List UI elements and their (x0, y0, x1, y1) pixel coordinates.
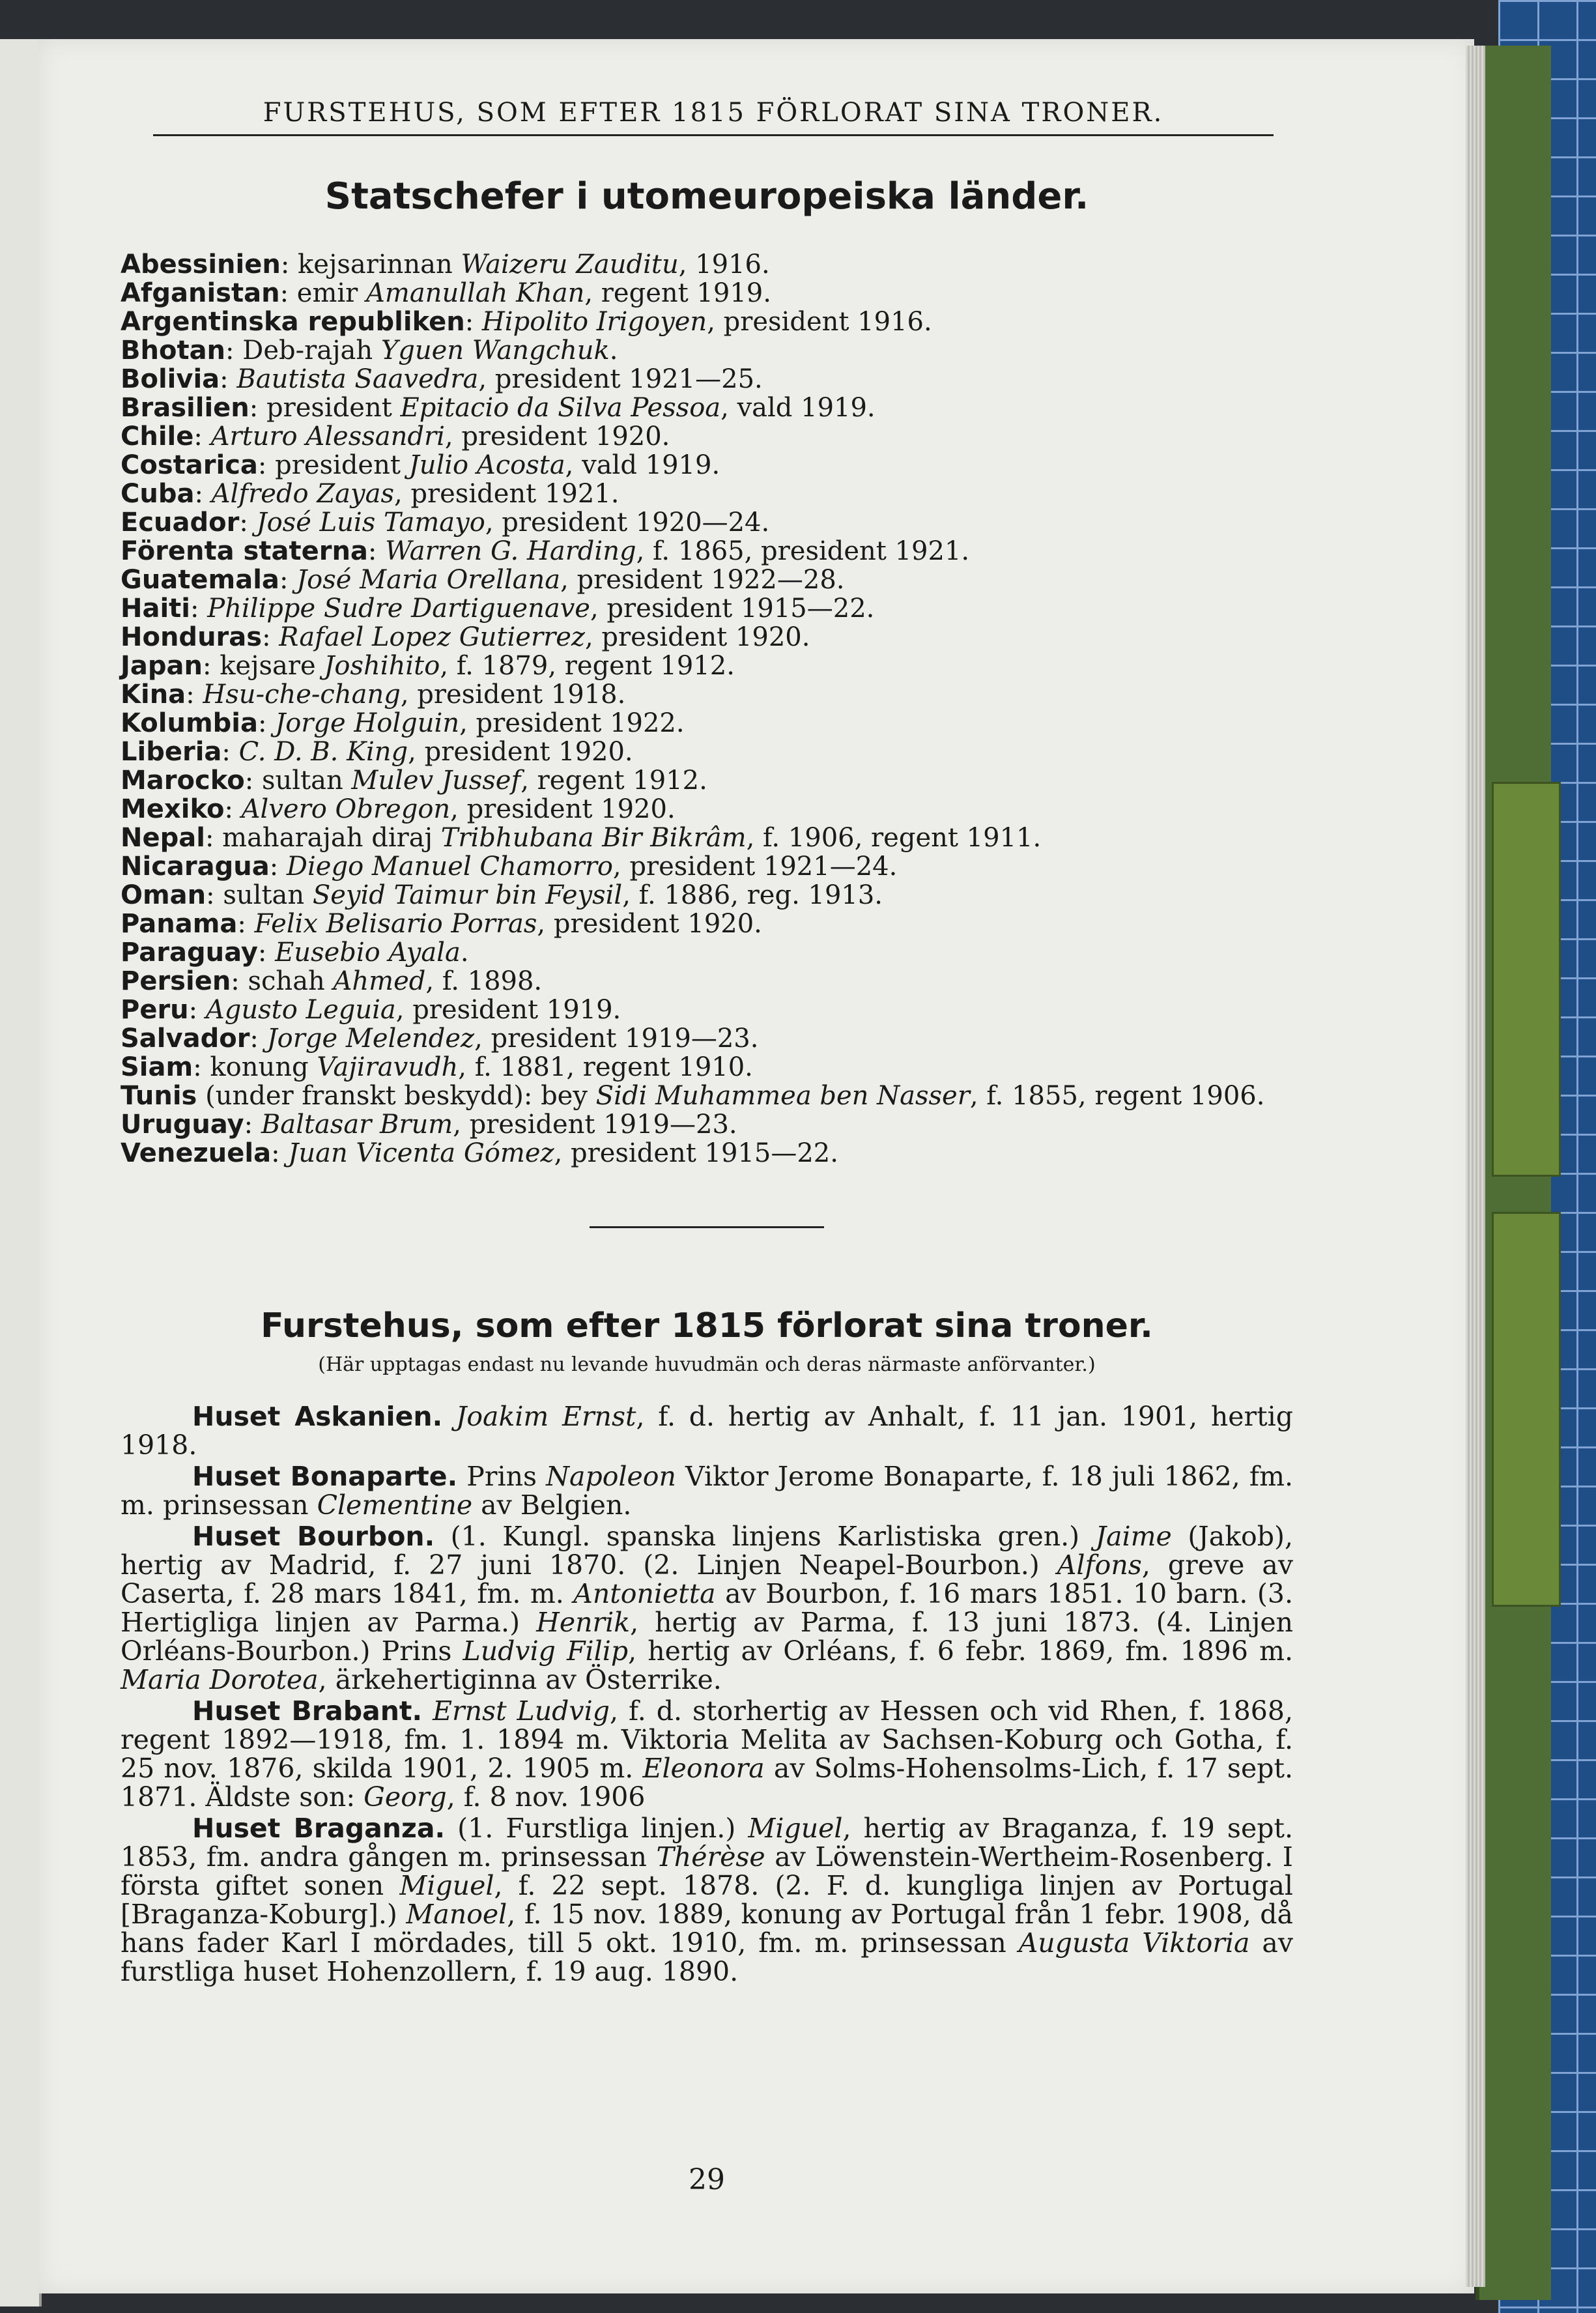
section-note: (Här upptagas endast nu levande huvudmän och deras närmaste anförvanter.) (318, 1353, 1096, 1376)
binding-tab (1492, 1212, 1561, 1607)
ruler-name: Arturo Alessandri (210, 422, 445, 452)
person-name: Eleonora (642, 1753, 765, 1784)
title-text: president (275, 450, 401, 480)
title-text: konung (210, 1052, 309, 1082)
list-item: Nepal: maharajah diraj Tribhubana Bir Bikrâm, f. 1906, regent 1911. (121, 823, 1042, 853)
country-name: Ecuador (121, 508, 240, 538)
house-text: , hertig av Braganza, f. 19 sept. 1853, fm. andra gången m. prinsessan (121, 1813, 1293, 1873)
person-name: Alfons (1057, 1549, 1142, 1581)
list-item: Argentinska republiken: Hipolito Irigoyen, president 1916. (121, 307, 932, 337)
country-name: Bolivia (121, 364, 220, 394)
list-item: Brasilien: president Epitacio da Silva Pessoa, vald 1919. (121, 393, 876, 423)
entry-details: , regent 1912. (520, 766, 707, 796)
list-item: Abessinien: kejsarinnan Waizeru Zauditu, 1916. (121, 250, 770, 280)
list-item: Förenta staterna: Warren G. Harding, f. 1865, president 1921. (121, 536, 970, 566)
list-item: Marocko: sultan Mulev Jussef, regent 1912. (121, 766, 707, 796)
house-name: Huset Bonaparte. (192, 1461, 458, 1492)
entry-details: , president 1922—28. (560, 565, 845, 595)
house-text: av furstliga huset Hohenzollern, f. 19 aug. 1890. (121, 1927, 1293, 1987)
list-item: Haiti: Philippe Sudre Dartiguenave, president 1915—22. (121, 594, 875, 624)
entry-details: , president 1920. (408, 737, 633, 767)
person-name: Manoel (406, 1899, 507, 1930)
title-text: kejsarinnan (298, 250, 453, 280)
person-name: Jaime (1095, 1521, 1172, 1552)
house-entry (121, 1402, 1293, 1459)
ruler-name: Hipolito Irigoyen (481, 307, 707, 337)
ruler-name: Seyid Taimur bin Feysil (312, 880, 623, 910)
ruler-name: Rafael Lopez Gutierrez (279, 622, 585, 652)
ruler-name: Ahmed (333, 966, 426, 996)
country-name: Liberia (121, 737, 222, 767)
house-text: , f. 22 sept. 1878. (2. F. d. kungliga linjen av Portugal [Braganza-Koburg].) (121, 1870, 1293, 1930)
entry-details: , president 1921—25. (478, 364, 763, 394)
country-name: Panama (121, 909, 238, 939)
house-text: , f. d. storhertig av Hessen och vid Rhen, f. 1868, regent 1892—1918, fm. 1. 1894 m. Viktoria Melita av Sachsen-Koburg och Gotha, f. 25 nov. 1876, skilda 1901, 2. 1905 m. (121, 1695, 1293, 1784)
country-name: Cuba (121, 479, 195, 509)
page-content (121, 98, 1294, 2196)
list-item: Liberia: C. D. B. King, president 1920. (121, 737, 633, 767)
dethroned-houses-list (121, 1402, 1293, 1986)
entry-details: , vald 1919. (565, 450, 720, 480)
ruler-name: Alfredo Zayas (211, 479, 394, 509)
house-text: (Jakob), hertig av Madrid, f. 27 juni 1870. (2. Linjen Neapel-Bourbon.) (121, 1521, 1293, 1581)
entry-details: , f. 1898. (425, 966, 543, 996)
person-name: Henrik (536, 1607, 631, 1638)
country-name: Kolumbia (121, 708, 258, 738)
ruler-name: Amanullah Khan (366, 278, 585, 308)
ruler-name: Jorge Melendez (266, 1024, 475, 1054)
list-item: Bolivia: Bautista Saavedra, president 1921—25. (121, 364, 763, 394)
country-name: Argentinska republiken (121, 307, 465, 337)
entry-details: , president 1916. (707, 307, 932, 337)
country-name: Costarica (121, 450, 258, 480)
house-text: , f. 15 nov. 1889, konung av Portugal från 1 febr. 1908, då hans fader Karl I mördades, till 5 okt. 1910, fm. m. prinsessan (121, 1899, 1293, 1959)
entry-details: , president 1920. (537, 909, 762, 939)
ruler-name: Eusebio Ayala (275, 938, 461, 968)
house-text: av Bourbon, f. 16 mars 1851. 10 barn. (3. Hertigliga linjen av Parma.) (121, 1578, 1293, 1638)
house-text: av Löwenstein-Wertheim-Rosenberg. I första giftet sonen (121, 1841, 1293, 1901)
house-text: av Solms-Hohensolms-Lich, f. 17 sept. 1871. Äldste son: (121, 1753, 1293, 1813)
title-text: sultan (223, 880, 305, 910)
person-name: Georg (363, 1781, 447, 1813)
person-name: Miguel (399, 1870, 494, 1901)
country-name: Uruguay (121, 1110, 244, 1140)
person-name: Thérèse (656, 1841, 765, 1873)
house-text: , greve av Caserta, f. 28 mars 1841, fm. m. (121, 1549, 1293, 1609)
entry-details: , president 1915—22. (590, 594, 875, 624)
list-item: Chile: Arturo Alessandri, president 1920. (121, 422, 670, 452)
list-item: Cuba: Alfredo Zayas, president 1921. (121, 479, 620, 509)
list-item: Mexiko: Alvero Obregon, president 1920. (121, 794, 676, 824)
list-item: Venezuela: Juan Vicenta Gómez, president 1915—22. (121, 1138, 838, 1168)
list-item: Honduras: Rafael Lopez Gutierrez, president 1920. (121, 622, 810, 652)
house-text: Prins (457, 1461, 547, 1492)
house-text: (1. Furstliga linjen.) (445, 1813, 748, 1844)
entry-details: , president 1920. (584, 622, 810, 652)
ruler-name: Warren G. Harding (385, 536, 636, 566)
ruler-name: Jorge Holguin (275, 708, 460, 738)
country-name: Tunis (121, 1081, 197, 1111)
country-name: Oman (121, 880, 207, 910)
entry-details: , president 1920. (444, 422, 670, 452)
house-text: , ärkehertiginna av Österrike. (318, 1664, 722, 1695)
entry-details: , f. 1906, regent 1911. (746, 823, 1042, 853)
ruler-name: Mulev Jussef (351, 766, 521, 796)
house-text: Viktor Jerome Bonaparte, f. 18 juli 1862, fm. m. prinsessan (121, 1461, 1294, 1521)
list-item: Costarica: president Julio Acosta, vald 1919. (121, 450, 720, 480)
house-name: Huset Brabant. (192, 1695, 423, 1727)
country-name: Brasilien (121, 393, 249, 423)
section-title-heads-of-state: Statschefer i utomeuropeiska länder. (324, 175, 1089, 218)
country-name: Abessinien (121, 250, 281, 280)
ruler-name: Juan Vicenta Gómez (288, 1138, 554, 1168)
house-text: , f. d. hertig av Anhalt, f. 11 jan. 1901, hertig 1918. (121, 1401, 1293, 1461)
ruler-name: Baltasar Brum (261, 1110, 453, 1140)
ruler-name: Alvero Obregon (241, 794, 451, 824)
country-name: Paraguay (121, 938, 258, 968)
country-name: Marocko (121, 766, 245, 796)
title-text: schah (248, 966, 325, 996)
entry-details: , 1916. (678, 250, 770, 280)
list-item: Paraguay: Eusebio Ayala. (121, 938, 469, 968)
title-text: president (266, 393, 392, 423)
list-item: Peru: Agusto Leguia, president 1919. (121, 995, 621, 1025)
person-name: Antonietta (573, 1578, 716, 1609)
person-name: Clementine (317, 1489, 473, 1521)
person-name: Augusta Viktoria (1018, 1927, 1250, 1959)
person-name: Maria Dorotea (121, 1664, 319, 1695)
country-name: Peru (121, 995, 189, 1025)
list-item: Kolumbia: Jorge Holguin, president 1922. (121, 708, 685, 738)
list-item: Persien: schah Ahmed, f. 1898. (121, 966, 543, 996)
section-divider (590, 1226, 824, 1228)
country-name: Guatemala (121, 565, 279, 595)
entry-details: , f. 1855, regent 1906. (969, 1081, 1265, 1111)
list-item: Uruguay: Baltasar Brum, president 1919—23. (121, 1110, 737, 1140)
list-item (121, 1082, 1293, 1110)
house-text: , hertig av Parma, f. 13 juni 1873. (4. Linjen Orléans-Bourbon.) Prins (121, 1607, 1293, 1667)
title-text: maharajah diraj (222, 823, 433, 853)
ruler-name: Joshihito (324, 651, 440, 681)
entry-details: , f. 1865, president 1921. (636, 536, 970, 566)
house-text: , hertig av Orléans, f. 6 febr. 1869, fm. 1896 m. (628, 1635, 1294, 1667)
country-name: Afganistan (121, 278, 280, 308)
ruler-name: C. D. B. King (238, 737, 408, 767)
entry-details: . (609, 336, 618, 366)
ruler-name: Diego Manuel Chamorro (286, 852, 613, 882)
title-text: sultan (261, 766, 343, 796)
country-name: Japan (121, 651, 203, 681)
title-text: Deb-rajah (242, 336, 373, 366)
entry-details: , president 1919—23. (453, 1110, 737, 1140)
section-title-dethroned-houses: Furstehus, som efter 1815 förlorat sina troner. (261, 1306, 1153, 1345)
ruler-name: Yguen Wangchuk (380, 336, 610, 366)
ruler-name: Vajiravudh (317, 1052, 459, 1082)
ruler-name: José Maria Orellana (296, 565, 561, 595)
ruler-name: Hsu-che-chang (203, 680, 401, 710)
house-text (442, 1401, 456, 1432)
title-text: (under franskt beskydd): bey (205, 1081, 588, 1111)
ruler-name: Waizeru Zauditu (461, 250, 679, 280)
entry-details: , president 1920—24. (485, 508, 770, 538)
house-text: (1. Kungl. spanska linjens Karlistiska gren.) (435, 1521, 1096, 1552)
entry-details: , president 1921. (393, 479, 620, 509)
entry-details: , regent 1919. (584, 278, 771, 308)
ruler-name: José Luis Tamayo (256, 508, 485, 538)
ruler-name: Felix Belisario Porras (254, 909, 537, 939)
page-stack-edge (1466, 46, 1485, 2287)
house-entry (121, 1462, 1293, 1519)
list-item: Bhotan: Deb-rajah Yguen Wangchuk. (121, 336, 618, 366)
country-name: Venezuela (121, 1138, 272, 1168)
person-name: Ernst Ludvig (433, 1695, 610, 1727)
title-text: emir (296, 278, 358, 308)
list-item: Siam: konung Vajiravudh, f. 1881, regent 1910. (121, 1052, 753, 1082)
country-name: Nicaragua (121, 852, 270, 882)
country-name: Bhotan (121, 336, 226, 366)
ruler-name: Epitacio da Silva Pessoa (400, 393, 721, 423)
entry-details: , president 1922. (459, 708, 685, 738)
list-item: Oman: sultan Seyid Taimur bin Feysil, f. 1886, reg. 1913. (121, 880, 883, 910)
house-name: Huset Bourbon. (192, 1521, 435, 1552)
country-name: Kina (121, 680, 186, 710)
house-name: Huset Braganza. (192, 1813, 446, 1844)
country-name: Haiti (121, 594, 191, 624)
entry-details: , president 1918. (400, 680, 626, 710)
house-text: , f. 8 nov. 1906 (446, 1781, 646, 1813)
list-item: Salvador: Jorge Melendez, president 1919—23. (121, 1024, 759, 1054)
entry-details: , f. 1886, reg. 1913. (622, 880, 883, 910)
person-name: Ludvig Filip (463, 1635, 629, 1667)
country-name: Nepal (121, 823, 205, 853)
ruler-name: Julio Acosta (408, 450, 565, 480)
house-name: Huset Askanien. (192, 1401, 443, 1432)
previous-page-edge (0, 39, 42, 2306)
page-number: 29 (689, 2163, 725, 2196)
list-item: Panama: Felix Belisario Porras, president 1920. (121, 909, 762, 939)
entry-details: , f. 1881, regent 1910. (458, 1052, 753, 1082)
running-head: FURSTEHUS, SOM EFTER 1815 FÖRLORAT SINA TRONER. (153, 98, 1274, 136)
list-item: Kina: Hsu-che-chang, president 1918. (121, 680, 626, 710)
house-entry (121, 1522, 1293, 1694)
ruler-name: Bautista Saavedra (236, 364, 479, 394)
person-name: Miguel (748, 1813, 843, 1844)
house-text (422, 1695, 433, 1727)
binding-tab (1492, 782, 1561, 1177)
house-text: av Belgien. (472, 1489, 632, 1521)
person-name: Joakim Ernst (455, 1401, 636, 1432)
entry-details: , vald 1919. (720, 393, 876, 423)
list-item: Ecuador: José Luis Tamayo, president 1920—24. (121, 508, 770, 538)
title-text: kejsare (220, 651, 316, 681)
country-name: Persien (121, 966, 231, 996)
list-item: Japan: kejsare Joshihito, f. 1879, regent 1912. (121, 651, 735, 681)
country-name: Mexiko (121, 794, 225, 824)
list-item: Guatemala: José Maria Orellana, president 1922—28. (121, 565, 845, 595)
country-name: Honduras (121, 622, 263, 652)
entry-details: , president 1915—22. (554, 1138, 838, 1168)
ruler-name: Tribhubana Bir Bikrâm (440, 823, 747, 853)
entry-details: , president 1921—24. (612, 852, 898, 882)
country-name: Chile (121, 422, 194, 452)
list-item: Afganistan: emir Amanullah Khan, regent 1919. (121, 278, 771, 308)
house-entry (121, 1697, 1293, 1811)
list-item: Nicaragua: Diego Manuel Chamorro, president 1921—24. (121, 852, 898, 882)
house-entry (121, 1814, 1293, 1986)
entry-details: . (460, 938, 469, 968)
entry-details: , president 1919. (395, 995, 621, 1025)
entry-details: , f. 1879, regent 1912. (440, 651, 735, 681)
country-name: Salvador (121, 1024, 250, 1054)
ruler-name: Philippe Sudre Dartiguenave (207, 594, 590, 624)
ruler-name: Agusto Leguia (205, 995, 396, 1025)
heads-of-state-list (121, 250, 1293, 1168)
country-name: Siam (121, 1052, 193, 1082)
entry-details: , president 1920. (450, 794, 676, 824)
person-name: Napoleon (546, 1461, 676, 1492)
country-name: Förenta staterna (121, 536, 368, 566)
entry-details: , president 1919—23. (474, 1024, 759, 1054)
ruler-name: Sidi Muhammea ben Nasser (595, 1081, 970, 1111)
